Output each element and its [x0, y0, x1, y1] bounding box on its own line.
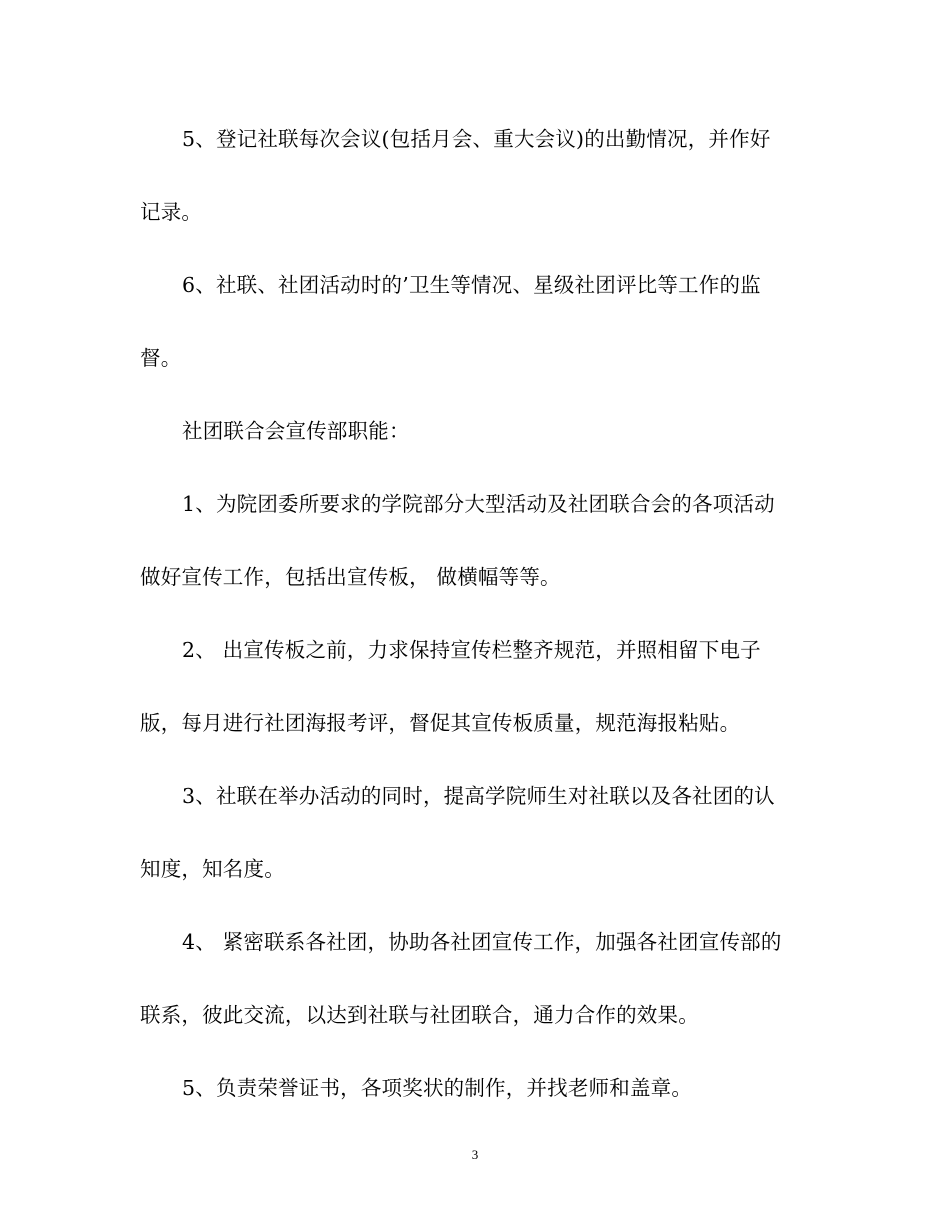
- paragraph-line: 版，每月进行社团海报考评，督促其宣传板质量，规范海报粘贴。: [140, 711, 741, 735]
- paragraph-line: 知度，知名度。: [140, 857, 285, 881]
- paragraph-line: 6、社联、社团活动时的’卫生等情况、星级社团评比等工作的监: [182, 273, 761, 297]
- paragraph-line: 联系，彼此交流，以达到社联与社团联合，通力合作的效果。: [140, 1003, 699, 1027]
- page-number: 3: [471, 1147, 479, 1162]
- paragraph-line: 1、为院团委所要求的学院部分大型活动及社团联合会的各项活动: [182, 492, 775, 516]
- section-heading: 社团联合会宣传部职能：: [182, 419, 410, 443]
- paragraph-line: 5、负责荣誉证书，各项奖状的制作，并找老师和盖章。: [182, 1076, 693, 1100]
- paragraph-line: 5、登记社联每次会议(包括月会、重大会议)的出勤情况，并作好: [182, 127, 771, 151]
- paragraph-line: 2、 出宣传板之前，力求保持宣传栏整齐规范，并照相留下电子: [182, 638, 761, 662]
- paragraph-line: 督。: [140, 346, 182, 370]
- document-body: [140, 121, 815, 1143]
- paragraph-line: 记录。: [140, 200, 203, 224]
- paragraph-line: 做好宣传工作，包括出宣传板， 做横幅等等。: [140, 565, 561, 589]
- paragraph-line: 3、社联在举办活动的同时，提高学院师生对社联以及各社团的认: [182, 784, 775, 808]
- paragraph-line: 4、 紧密联系各社团，协助各社团宣传工作，加强各社团宣传部的: [182, 930, 782, 954]
